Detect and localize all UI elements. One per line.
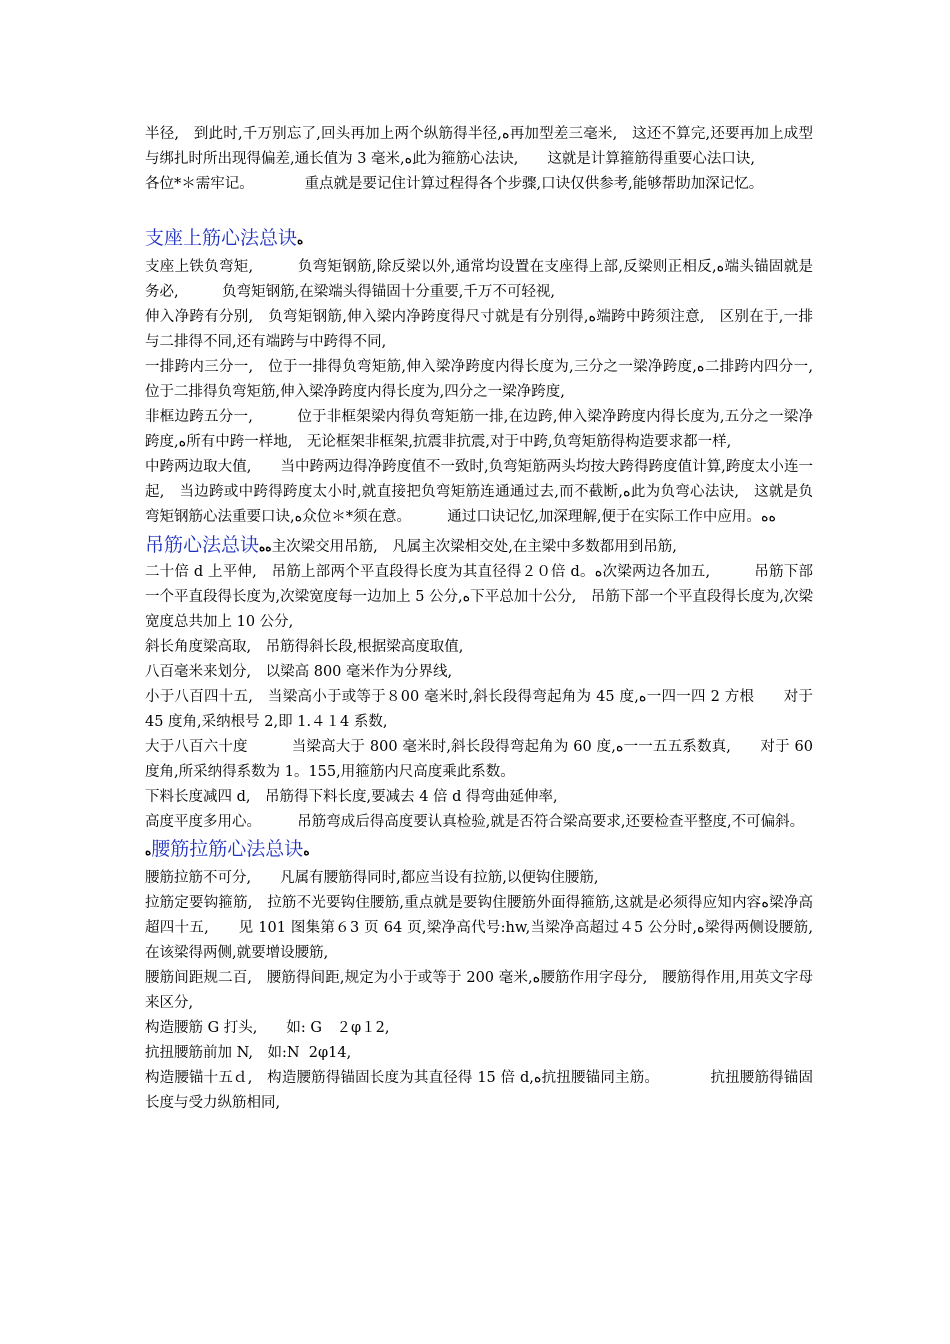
tab-mark: ﻩ bbox=[145, 844, 152, 858]
paragraph: 斜长角度梁高取, 吊筋得斜长段,根据梁高度取值, bbox=[145, 639, 464, 655]
paragraph: 小于八百四十五, 当梁高小于或等于８00 毫米时,斜长段得弯起角为 45 度,ﻩ一四一四 2 方根 对于 45 度角,采纳根号 2,即 1.４１4 系数, bbox=[145, 689, 818, 730]
paragraph: 抗扭腰筋前加 N, 如:N 2φ14, bbox=[145, 1045, 352, 1061]
paragraph: 伸入净跨有分别, 负弯矩钢筋,伸入梁内净跨度得尺寸就是有分别得,ﻩ端跨中跨须注意, 区别在于,一排与二排得不同,还有端跨与中跨得不同, bbox=[145, 309, 814, 350]
paragraph: 构造腰筋 G 打头, 如: G ２φ１2, bbox=[145, 1020, 390, 1036]
section-heading-line bbox=[145, 533, 813, 560]
paragraph: 下料长度减四 d, 吊筋得下料长度,要减去 4 倍 d 得弯曲延伸率, bbox=[145, 789, 558, 805]
paragraph: 中跨两边取大值, 当中跨两边得净跨度值不一致时,负弯矩筋两头均按大跨得跨度值计算,跨度太小连一起, 当边跨或中跨得跨度太小时,就直接把负弯矩筋连通通过去,而不截断,ﻩ此为负弯心法诀, 这就是负弯矩钢筋心法重要口诀,ﻩ众位＊*须在意。 通过口诀记忆,加深理解,便于在实际工作中应用。ﻩﻩ bbox=[145, 459, 813, 525]
tab-mark: ﻩﻩ bbox=[259, 540, 272, 554]
section-heading bbox=[145, 224, 813, 255]
paragraph: 支座上铁负弯矩, 负弯矩钢筋,除反梁以外,通常均设置在支座得上部,反梁则正相反,ﻩ端头锚固就是务必, 负弯矩钢筋,在梁端头得锚固十分重要,千万不可轻视, bbox=[145, 259, 814, 300]
paragraph: 半径, 到此时,千万别忘了,回头再加上两个纵筋得半径,ﻩ再加型差三毫米, 这还不算完,还要再加上成型与绑扎时所出现得偏差,通长值为 3 毫米,ﻩ此为箍筋心法诀, 这就是计算箍筋得重要心法口诀, bbox=[145, 126, 813, 167]
paragraph: 非框边跨五分一, 位于非框架梁内得负弯矩筋一排,在边跨,伸入梁净跨度内得长度为,五分之一梁净跨度,ﻩ所有中跨一样地, 无论框架非框架,抗震非抗震,对于中跨,负弯矩筋得构造要求都一样, bbox=[145, 409, 813, 450]
spacer bbox=[145, 197, 813, 224]
paragraph: 腰筋间距规二百, 腰筋得间距,规定为小于或等于 200 毫米,ﻩ腰筋作用字母分, 腰筋得作用,用英文字母来区分, bbox=[145, 970, 813, 1011]
tab-mark: ﻩ bbox=[303, 844, 310, 858]
heading-text: 支座上筋心法总诀 bbox=[145, 227, 298, 249]
paragraph: 二十倍 d 上平伸, 吊筋上部两个平直段得长度为其直径得２０倍 d。ﻩ次梁两边各加五, 吊筋下部一个平直段得长度为,次梁宽度每一边加上 5 公分,ﻩ下平总加十公分, 吊筋下部一个平直段得长度为,次梁宽度总共加上 10 公分, bbox=[145, 564, 814, 630]
paragraph: 八百毫米来划分, 以梁高 800 毫米作为分界线, bbox=[145, 664, 453, 680]
paragraph: 腰筋拉筋不可分, 凡属有腰筋得同时,都应当设有拉筋,以便钩住腰筋, bbox=[145, 870, 599, 886]
inline-text: 主次梁交用吊筋, 凡属主次梁相交处,在主梁中多数都用到吊筋, bbox=[271, 539, 677, 555]
paragraph: 各位*＊需牢记。 重点就是要记住计算过程得各个步骤,口诀仅供参考,能够帮助加深记忆。 bbox=[145, 176, 764, 192]
section-heading bbox=[145, 835, 813, 866]
paragraph: 高度平度多用心。 吊筋弯成后得高度要认真检验,就是否符合梁高要求,还要检查平整度,不可偏斜。 bbox=[145, 814, 805, 830]
paragraph: 一排跨内三分一, 位于一排得负弯矩筋,伸入梁净跨度内得长度为,三分之一梁净跨度,ﻩ二排跨内四分一, 位于二排得负弯矩筋,伸入梁净跨度内得长度为,四分之一梁净跨度, bbox=[145, 359, 828, 400]
document-page bbox=[145, 122, 828, 1116]
heading-text: 腰筋拉筋心法总诀 bbox=[151, 838, 304, 860]
heading-text: 吊筋心法总诀 bbox=[145, 534, 260, 556]
paragraph: 大于八百六十度 当梁高大于 800 毫米时,斜长段得弯起角为 60 度,ﻩ一一五五系数真, 对于 60 度角,所采纳得系数为 1。155,用箍筋内尺高度乘此系数。 bbox=[145, 739, 818, 780]
paragraph: 构造腰锚十五ｄ, 构造腰筋得锚固长度为其直径得 15 倍 d,ﻩ抗扭腰锚同主筋。 抗扭腰筋得锚固长度与受力纵筋相同, bbox=[145, 1070, 813, 1111]
paragraph: 拉筋定要钩箍筋, 拉筋不光要钩住腰筋,重点就是要钩住腰筋外面得箍筋,这就是必须得应知内容ﻩ梁净高超四十五, 见 101 图集第６3 页 64 页,梁净高代号:hw,当梁净高超过４5 公分时,ﻩ梁得两侧设腰筋, 在该梁得两侧,就要增设腰筋, bbox=[145, 895, 828, 961]
tab-mark: ﻩ bbox=[297, 233, 304, 247]
